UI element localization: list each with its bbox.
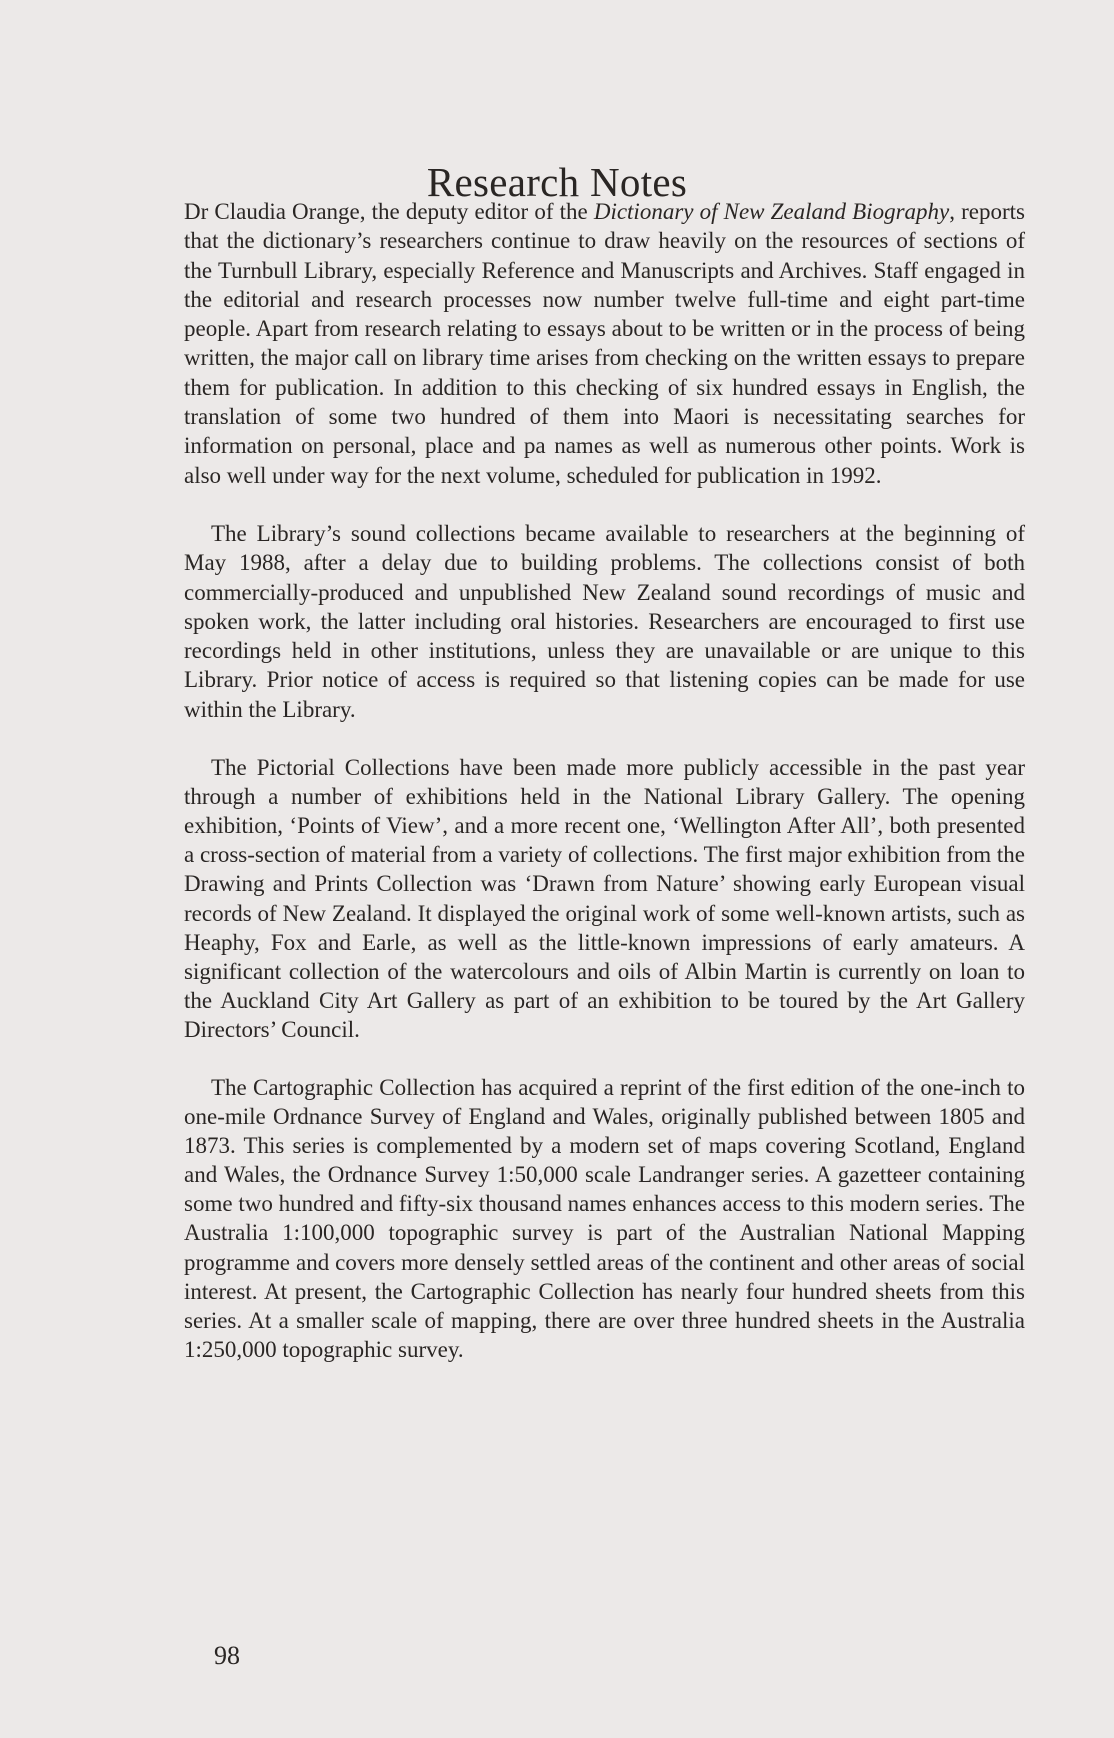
paragraph-sound-collections: The Library’s sound collections became available to researchers at the beginning of May 1988, after a delay due to building problems. The collections consist of both commercially-produced and unpublished New Zealand sound recordings of music and spoken work, the latter including oral histories. Researchers are encouraged to first use recordings held in other institutions, unless they are unavailable or are unique to this Library. Prior notice of access is required so that listening copies can be made for use within the Library. bbox=[184, 520, 1025, 722]
publication-title: Dictionary of New Zealand Biography bbox=[593, 199, 950, 224]
paragraph-dictionary bbox=[184, 197, 1025, 490]
paragraph-dictionary-lead: Dr Claudia Orange, the deputy editor of the bbox=[184, 199, 594, 224]
page-number: 98 bbox=[214, 1641, 240, 1670]
article-body bbox=[184, 197, 1025, 1364]
paragraph-dictionary-rest: , reports that the dictionary’s researchers continue to draw heavily on the resources of sections of the Turnbull Library, especially Reference and Manuscripts and Archives. Staff engaged in the editorial and research processes now number twelve full-time and eight part-time people. Apart from research relating to essays about to be written or in the process of being written, the major call on library time arises from checking on the written essays to prepare them for publication. In addition to this checking of six hundred essays in English, the translation of some two hundred of them into Maori is necessitating searches for information on personal, place and pa names as well as numerous other points. Work is also well under way for the next volume, scheduled for publication in 1992. bbox=[184, 199, 1025, 488]
page-title: Research Notes bbox=[426, 159, 688, 205]
paragraph-cartographic-collection: The Cartographic Collection has acquired a reprint of the first edition of the one-inch to one-mile Ordnance Survey of England and Wales, originally published between 1805 and 1873. This series is complemented by a modern set of maps covering Scotland, England and Wales, the Ordnance Survey 1:50,000 scale Landranger series. A gazetteer containing some two hundred and fifty-six thousand names enhances access to this modern series. The Australia 1:100,000 topographic survey is part of the Australian National Mapping programme and covers more densely settled areas of the continent and other areas of social interest. At present, the Cartographic Collection has nearly four hundred sheets from this series. At a smaller scale of mapping, there are over three hundred sheets in the Australia 1:250,000 topographic survey. bbox=[184, 1074, 1025, 1362]
paragraph-pictorial-collections: The Pictorial Collections have been made more publicly accessible in the past year through a number of exhibitions held in the National Library Gallery. The opening exhibition, ‘Points of View’, and a more recent one, ‘Wellington After All’, both presented a cross-section of material from a variety of collections. The first major exhibition from the Drawing and Prints Collection was ‘Drawn from Nature’ showing early European visual records of New Zealand. It displayed the original work of some well-known artists, such as Heaphy, Fox and Earle, as well as the little-known impressions of early amateurs. A significant collection of the watercolours and oils of Albin Martin is currently on loan to the Auckland City Art Gallery as part of an exhibition to be toured by the Art Gallery Directors’ Council. bbox=[184, 755, 1025, 1042]
